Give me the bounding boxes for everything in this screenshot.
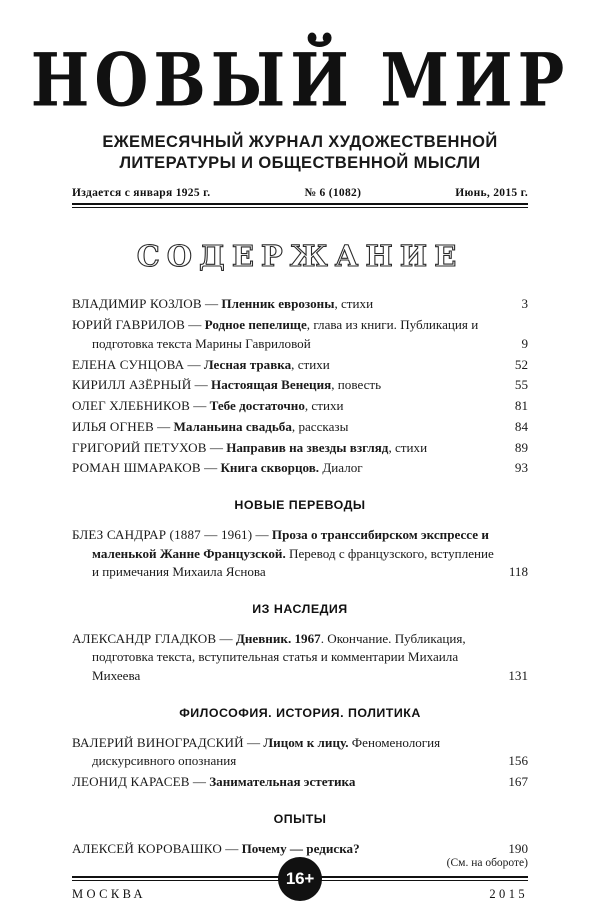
contents-entry-text — [72, 840, 494, 859]
contents-entry[interactable] — [72, 526, 528, 582]
entry-author: ЕЛЕНА СУНЦОВА — [72, 356, 185, 372]
contents-entry[interactable] — [72, 295, 528, 314]
contents-entry-text — [72, 316, 494, 353]
entry-page-number: 167 — [508, 774, 528, 789]
entry-genre: Перевод с французского, вступление и примечания Михаила Яснова — [92, 545, 494, 580]
entry-author: АЛЕКСЕЙ КОРОВАШКО — [72, 840, 222, 856]
imprint-line — [72, 187, 528, 199]
entry-title: Книга скворцов. — [220, 460, 320, 476]
contents-entry[interactable] — [72, 840, 528, 859]
entry-page-number: 9 — [521, 335, 528, 351]
entry-page-number: 190 — [508, 840, 528, 856]
publication-year: 2015 — [489, 887, 528, 901]
entry-genre: , глава из книги. Публикация и подготовка текста Марины Гавриловой — [92, 317, 479, 351]
entry-genre: , повесть — [331, 377, 382, 393]
entry-page-number: 93 — [514, 460, 528, 476]
entry-page-number: 131 — [508, 668, 528, 684]
section-heading: ИЗ НАСЛЕДИЯ — [252, 601, 348, 616]
entry-title: Тебе достаточно — [209, 398, 305, 414]
entry-author: ЛЕОНИД КАРАСЕВ — [72, 774, 190, 789]
entry-author: ВЛАДИМИР КОЗЛОВ — [72, 296, 202, 312]
entry-page-number: 156 — [508, 753, 528, 769]
entry-title: Почему — редиска? — [241, 840, 360, 856]
contents-entry-text — [72, 439, 494, 458]
issue-number: № 6 (1082) — [304, 187, 362, 200]
entry-genre: , рассказы — [291, 418, 349, 434]
entry-genre: , стихи — [388, 439, 428, 455]
entry-title: Направив на звезды взгляд — [226, 439, 389, 455]
section-heading: ОПЫТЫ — [273, 811, 327, 826]
entry-author: АЛЕКСАНДР ГЛАДКОВ — [72, 630, 217, 646]
entry-title: Настоящая Венеция — [211, 377, 332, 393]
contents-entry-text — [72, 734, 494, 771]
entry-dash: — — [184, 356, 204, 372]
entry-author: КИРИЛЛ АЗЁРНЫЙ — [72, 377, 192, 393]
founded-text: Издается с января 1925 г. — [72, 187, 211, 200]
contents-entry[interactable] — [72, 630, 528, 686]
entry-dash: — — [191, 377, 212, 393]
entry-dash: — — [185, 317, 205, 333]
section-heading: ФИЛОСОФИЯ. ИСТОРИЯ. ПОЛИТИКА — [179, 705, 421, 720]
see-overleaf-note: (См. на обороте) — [446, 857, 528, 869]
contents-entry[interactable] — [72, 316, 528, 353]
contents-entry[interactable] — [72, 734, 528, 771]
contents-entry-text — [72, 773, 494, 792]
entry-page-number: 84 — [514, 418, 528, 434]
entry-genre: . Окончание. Публикация, подготовка текста, вступительная статья и комментарии Михаила Михеева — [92, 630, 466, 684]
contents-entry-text — [72, 397, 494, 416]
entry-author: БЛЕЗ САНДРАР (1887 — 1961) — [72, 527, 253, 543]
entry-title: Лицом к лицу. — [263, 734, 349, 750]
contents-entry-text — [72, 295, 494, 314]
entry-dash: — — [200, 460, 221, 476]
contents-entry-text — [72, 459, 494, 478]
contents-entry-text — [72, 526, 494, 582]
entry-dash: — — [216, 630, 236, 646]
entry-page-number: 89 — [514, 439, 528, 455]
entry-title: Проза о транссибирском экспрессе и маленькой Жанне Французской. — [92, 527, 489, 561]
entry-dash: — — [201, 296, 222, 312]
contents-list — [72, 273, 528, 858]
entry-dash: — — [221, 840, 242, 856]
entry-author: ГРИГОРИЙ ПЕТУХОВ — [72, 439, 207, 455]
contents-heading — [0, 239, 600, 273]
subtitle-line-2: ЛИТЕРАТУРЫ И ОБЩЕСТВЕННОЙ МЫСЛИ — [119, 154, 481, 173]
entry-genre: , стихи — [334, 296, 374, 312]
entry-genre: Феноменология дискурсивного опознания — [92, 734, 441, 769]
entry-dash: — — [153, 418, 174, 434]
entry-page-number: 118 — [508, 564, 528, 580]
entry-dash: — — [206, 439, 227, 455]
entry-genre: , стихи — [304, 398, 344, 414]
contents-entry[interactable] — [72, 418, 528, 437]
entry-page-number: 55 — [514, 377, 528, 393]
journal-title: НОВЫЙ МИР — [30, 36, 570, 124]
entry-author: ВАЛЕРИЙ ВИНОГРАДСКИЙ — [72, 734, 244, 750]
entry-page-number: 81 — [514, 398, 528, 414]
entry-title: Родное пепелище — [204, 317, 307, 333]
entry-dash: — — [243, 734, 264, 750]
entry-title: Лесная травка — [203, 356, 292, 372]
entry-dash: — — [190, 398, 210, 414]
entry-title: Дневник. 1967 — [235, 630, 321, 646]
header-divider — [72, 203, 528, 208]
footer-divider — [72, 869, 528, 888]
contents-entry[interactable] — [72, 459, 528, 478]
masthead — [0, 0, 600, 174]
contents-entry[interactable] — [72, 773, 528, 792]
entry-title: Маланьина свадьба — [173, 418, 292, 434]
section-heading: НОВЫЕ ПЕРЕВОДЫ — [234, 498, 366, 513]
age-rating-badge: 16+ — [278, 857, 322, 901]
entry-title: Занимательная эстетика — [209, 774, 356, 789]
contents-entry-text — [72, 418, 494, 437]
entry-author: ИЛЬЯ ОГНЕВ — [72, 418, 154, 434]
subtitle-line-1: ЕЖЕМЕСЯЧНЫЙ ЖУРНАЛ ХУДОЖЕСТВЕННОЙ — [102, 133, 498, 151]
contents-entry[interactable] — [72, 376, 528, 395]
page-footer — [0, 857, 600, 902]
entry-page-number: 3 — [521, 296, 528, 312]
contents-heading-text: СОДЕРЖАНИЕ — [136, 239, 464, 274]
entry-title: Пленник еврозоны — [221, 296, 335, 312]
entry-dash: — — [189, 774, 210, 789]
entry-author: ОЛЕГ ХЛЕБНИКОВ — [72, 398, 190, 414]
contents-entry-text — [72, 630, 494, 686]
contents-entry-text — [72, 356, 494, 375]
contents-entry[interactable] — [72, 439, 528, 458]
issue-date: Июнь, 2015 г. — [455, 187, 528, 200]
contents-entry[interactable] — [72, 356, 528, 375]
entry-author: РОМАН ШМАРАКОВ — [72, 460, 201, 476]
contents-entry[interactable] — [72, 397, 528, 416]
entry-page-number: 52 — [514, 356, 528, 372]
entry-author: ЮРИЙ ГАВРИЛОВ — [72, 317, 186, 333]
entry-genre: Диалог — [319, 460, 363, 476]
entry-genre: , стихи — [291, 356, 330, 372]
publication-city: МОСКВА — [72, 887, 146, 901]
journal-subtitle — [65, 132, 535, 174]
contents-entry-text — [72, 376, 494, 395]
entry-dash: — — [252, 527, 272, 543]
